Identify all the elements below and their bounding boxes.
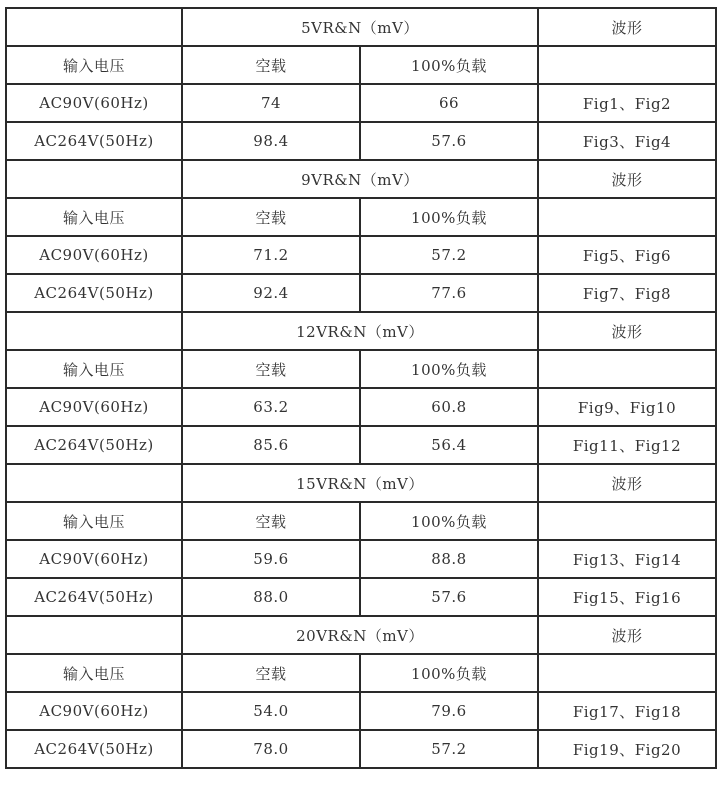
- empty-cell: [6, 616, 182, 654]
- waveform-header: 波形: [538, 616, 716, 654]
- full-load-header: 100%负载: [360, 502, 538, 540]
- column-header-row: [6, 502, 716, 540]
- figs-cell: Fig7、Fig8: [538, 274, 716, 312]
- figs-cell: Fig11、Fig12: [538, 426, 716, 464]
- input-voltage-header: 输入电压: [6, 654, 182, 692]
- input-voltage-header: 输入电压: [6, 502, 182, 540]
- no-load-cell: 88.0: [182, 578, 360, 616]
- empty-cell: [6, 312, 182, 350]
- figs-cell: Fig17、Fig18: [538, 692, 716, 730]
- figs-cell: Fig1、Fig2: [538, 84, 716, 122]
- empty-cell: [538, 198, 716, 236]
- table-row: [6, 730, 716, 768]
- column-header-row: [6, 46, 716, 84]
- section-title: 20VR&N（mV）: [182, 616, 538, 654]
- no-load-header: 空载: [182, 198, 360, 236]
- empty-cell: [6, 8, 182, 46]
- full-load-cell: 57.2: [360, 236, 538, 274]
- input-voltage-header: 输入电压: [6, 46, 182, 84]
- full-load-cell: 60.8: [360, 388, 538, 426]
- no-load-header: 空载: [182, 46, 360, 84]
- table-row: [6, 578, 716, 616]
- table-row: [6, 426, 716, 464]
- full-load-cell: 57.2: [360, 730, 538, 768]
- empty-cell: [6, 160, 182, 198]
- column-header-row: [6, 654, 716, 692]
- no-load-cell: 98.4: [182, 122, 360, 160]
- full-load-cell: 56.4: [360, 426, 538, 464]
- no-load-header: 空载: [182, 654, 360, 692]
- section-title: 15VR&N（mV）: [182, 464, 538, 502]
- column-header-row: [6, 350, 716, 388]
- empty-cell: [538, 654, 716, 692]
- no-load-cell: 54.0: [182, 692, 360, 730]
- input-voltage-cell: AC264V(50Hz): [6, 122, 182, 160]
- input-voltage-cell: AC90V(60Hz): [6, 388, 182, 426]
- full-load-header: 100%负载: [360, 198, 538, 236]
- table-row: [6, 692, 716, 730]
- figs-cell: Fig19、Fig20: [538, 730, 716, 768]
- waveform-header: 波形: [538, 8, 716, 46]
- no-load-cell: 59.6: [182, 540, 360, 578]
- column-header-row: [6, 198, 716, 236]
- table-row: [6, 274, 716, 312]
- no-load-header: 空载: [182, 502, 360, 540]
- section-title: 12VR&N（mV）: [182, 312, 538, 350]
- no-load-cell: 74: [182, 84, 360, 122]
- ripple-noise-table: [5, 7, 717, 769]
- input-voltage-header: 输入电压: [6, 350, 182, 388]
- table-row: [6, 84, 716, 122]
- empty-cell: [6, 464, 182, 502]
- empty-cell: [538, 502, 716, 540]
- input-voltage-cell: AC90V(60Hz): [6, 236, 182, 274]
- input-voltage-cell: AC264V(50Hz): [6, 274, 182, 312]
- figs-cell: Fig3、Fig4: [538, 122, 716, 160]
- full-load-cell: 88.8: [360, 540, 538, 578]
- empty-cell: [538, 46, 716, 84]
- input-voltage-header: 输入电压: [6, 198, 182, 236]
- full-load-cell: 57.6: [360, 578, 538, 616]
- table-row: [6, 540, 716, 578]
- full-load-cell: 79.6: [360, 692, 538, 730]
- section-title: 9VR&N（mV）: [182, 160, 538, 198]
- table-row: [6, 122, 716, 160]
- input-voltage-cell: AC90V(60Hz): [6, 692, 182, 730]
- figs-cell: Fig9、Fig10: [538, 388, 716, 426]
- table-row: [6, 388, 716, 426]
- full-load-header: 100%负载: [360, 654, 538, 692]
- table-row: [6, 236, 716, 274]
- section-title: 5VR&N（mV）: [182, 8, 538, 46]
- full-load-cell: 77.6: [360, 274, 538, 312]
- figs-cell: Fig15、Fig16: [538, 578, 716, 616]
- input-voltage-cell: AC90V(60Hz): [6, 540, 182, 578]
- empty-cell: [538, 350, 716, 388]
- full-load-header: 100%负载: [360, 46, 538, 84]
- no-load-cell: 85.6: [182, 426, 360, 464]
- figs-cell: Fig13、Fig14: [538, 540, 716, 578]
- input-voltage-cell: AC264V(50Hz): [6, 730, 182, 768]
- full-load-header: 100%负载: [360, 350, 538, 388]
- no-load-cell: 92.4: [182, 274, 360, 312]
- full-load-cell: 66: [360, 84, 538, 122]
- input-voltage-cell: AC90V(60Hz): [6, 84, 182, 122]
- section-header-row: [6, 616, 716, 654]
- waveform-header: 波形: [538, 160, 716, 198]
- figs-cell: Fig5、Fig6: [538, 236, 716, 274]
- section-header-row: [6, 8, 716, 46]
- no-load-header: 空载: [182, 350, 360, 388]
- input-voltage-cell: AC264V(50Hz): [6, 426, 182, 464]
- section-header-row: [6, 464, 716, 502]
- no-load-cell: 63.2: [182, 388, 360, 426]
- no-load-cell: 71.2: [182, 236, 360, 274]
- full-load-cell: 57.6: [360, 122, 538, 160]
- input-voltage-cell: AC264V(50Hz): [6, 578, 182, 616]
- section-header-row: [6, 312, 716, 350]
- section-header-row: [6, 160, 716, 198]
- no-load-cell: 78.0: [182, 730, 360, 768]
- waveform-header: 波形: [538, 464, 716, 502]
- waveform-header: 波形: [538, 312, 716, 350]
